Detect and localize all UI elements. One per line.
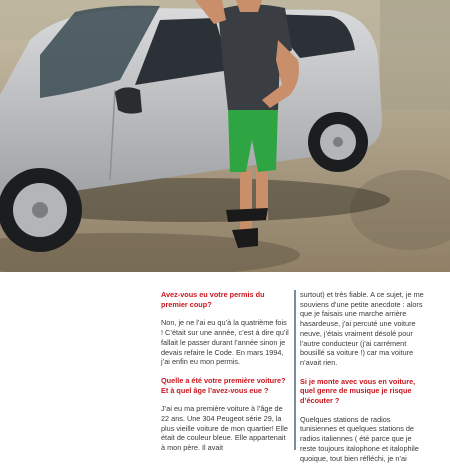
answer-paragraph: surtout) et très fiable. A ce sujet, je me souviens d’une petite anecdote : alors que je faisais une marche arrière hasardeuse, j’ai percuté une voiture neuve, j’étais vraiment désolé pour l’autre conducteur (j’ai carrément bousillé sa voiture !) car ma voiture n’avait rien. <box>300 290 424 367</box>
article-column-left <box>161 290 289 462</box>
answer-paragraph: Quelques stations de radios tunisiennes et quelques stations de radios italiennes ( été parce que je reste toujours italophone et italophile quoique, tout bien réfléchi, je n’ai <box>300 414 419 463</box>
answer-paragraph: J’ai eu ma première voiture à l’âge de 22 ans. Une 304 Peugeot série 29, la plus vieille voiture de mon quartier! Elle était de couleur bleue. Elle appartenait à mon père. Il avait <box>161 404 288 453</box>
question-heading: Avez-vous eu votre permis du premier coup? <box>161 290 265 309</box>
question-heading: Si je monte avec vous en voiture, quel genre de musique je risque d’écouter ? <box>300 376 416 406</box>
question-heading: Quelle a été votre première voiture? Et à quel âge l’avez-vous eue ? <box>161 375 286 395</box>
article-column-right <box>300 290 428 472</box>
answer-paragraph: Non, je ne l’ai eu qu’à la quatrième fois ! C’était sur une année, c’est à dire qu’il fallait le passer durant l’année sinon je devais refaire le Code. En mars 1994, j’ai enfin eu mon permis. <box>161 318 289 367</box>
car-mirror <box>115 87 142 113</box>
person-shoe-right <box>226 208 268 222</box>
person-neck <box>236 0 262 12</box>
column-divider <box>294 290 296 450</box>
